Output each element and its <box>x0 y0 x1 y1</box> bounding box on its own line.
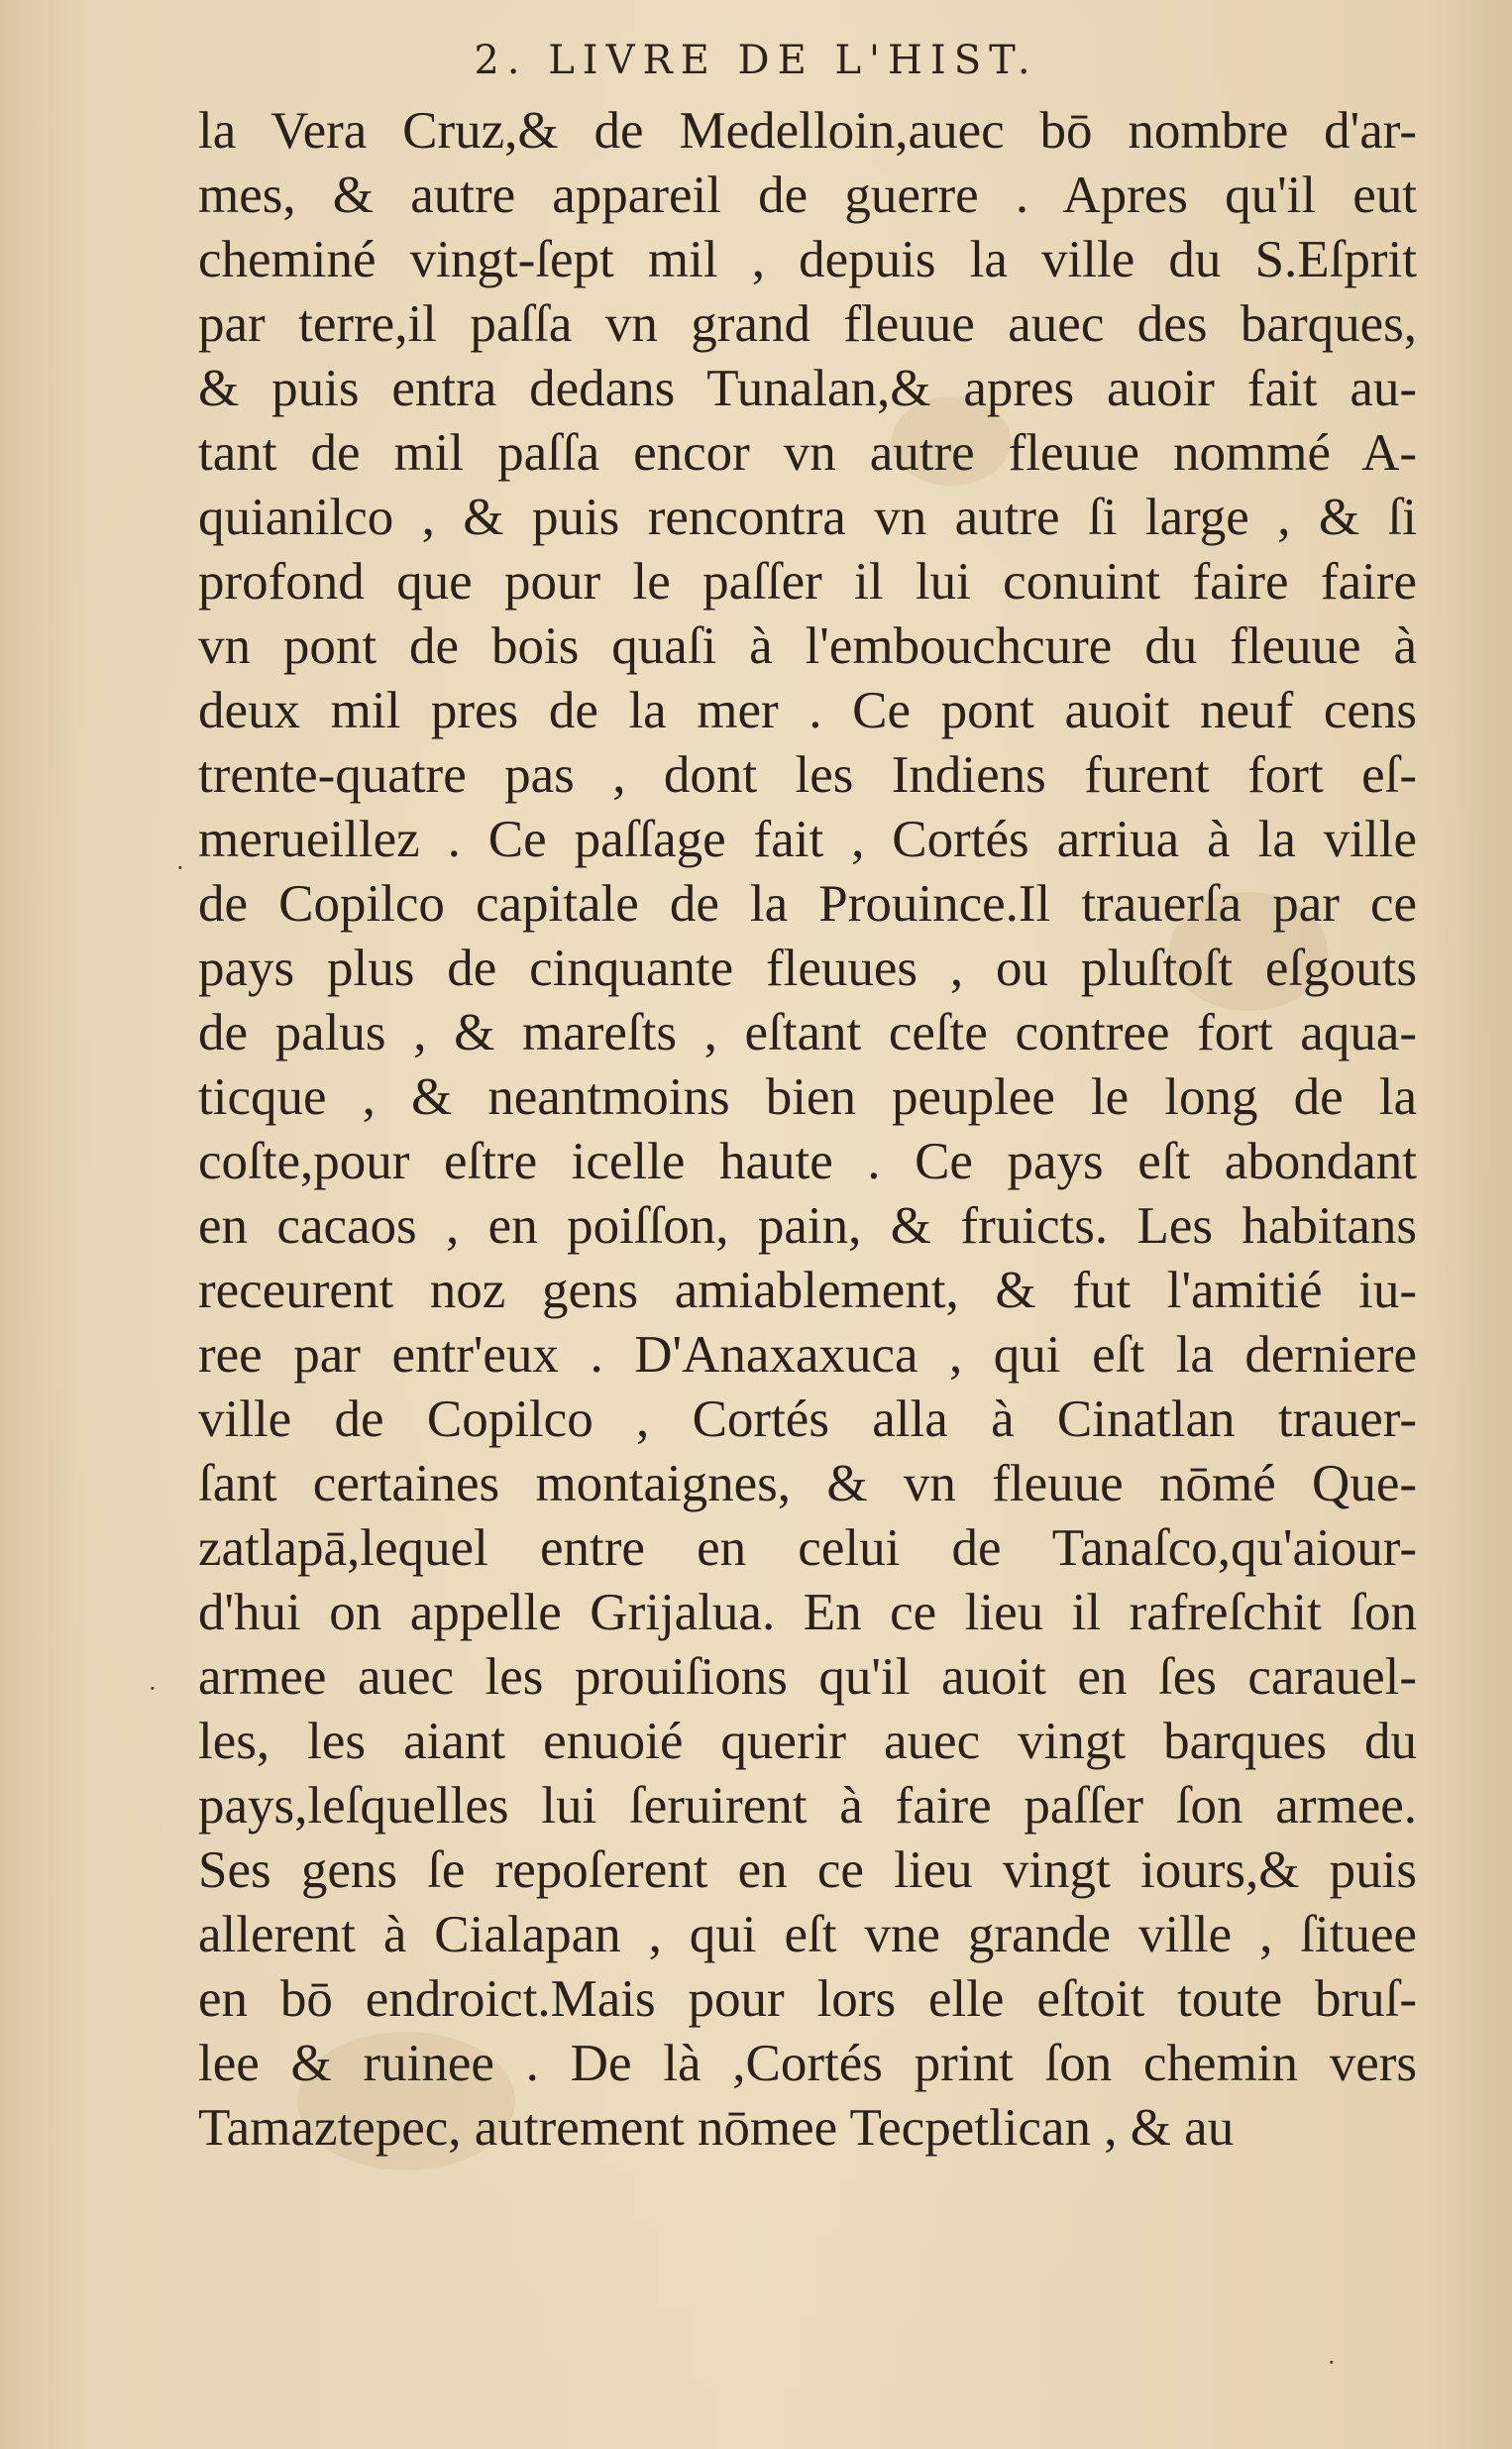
text-line: deux mil pres de la mer . Ce pont auoit neuf cens <box>198 682 1417 739</box>
text-line: de palus , & mareſts , eſtant ceſte contree fort aqua- <box>198 1004 1417 1061</box>
text-line: par terre,il paſſa vn grand fleuue auec des barques, <box>198 295 1417 353</box>
text-line: en cacaos , en poiſſon, pain, & fruicts. Les habitans <box>198 1197 1417 1255</box>
text-line: ſant certaines montaignes, & vn fleuue nōmé Que- <box>198 1455 1417 1512</box>
text-line: armee auec les prouiſions qu'il auoit en ſes carauel- <box>198 1648 1417 1706</box>
text-line: receurent noz gens amiablement, & fut l'amitié iu- <box>198 1262 1417 1319</box>
text-line: la Vera Cruz,& de Medelloin,auec bō nombre d'ar- <box>198 102 1417 160</box>
text-line: vn pont de bois quaſi à l'embouchcure du fleuue à <box>198 617 1417 675</box>
body-text <box>198 99 1417 2161</box>
running-head: 2. LIVRE DE L'HIST. <box>474 38 1038 83</box>
text-line: mes, & autre appareil de guerre . Apres qu'il eut <box>198 167 1417 224</box>
text-line: cheminé vingt-ſept mil , depuis la ville du S.Eſprit <box>198 231 1417 288</box>
text-line: merueillez . Ce paſſage fait , Cortés arriua à la ville <box>198 811 1417 868</box>
text-line: les, les aiant enuoié querir auec vingt barques du <box>198 1713 1417 1770</box>
margin-dot: · <box>149 1675 157 1703</box>
text-line: trente-quatre pas , dont les Indiens furent fort eſ- <box>198 746 1417 804</box>
text-line: tant de mil paſſa encor vn autre fleuue nommé A- <box>198 424 1417 482</box>
text-line: & puis entra dedans Tunalan,& apres auoir fait au- <box>198 360 1417 417</box>
margin-dot: · <box>1328 2349 1336 2377</box>
text-line: pays,leſquelles lui ſeruirent à faire paſſer ſon armee. <box>198 1777 1417 1835</box>
text-line: ticque , & neantmoins bien peuplee le long de la <box>198 1068 1417 1126</box>
text-line: profond que pour le paſſer il lui conuint faire faire <box>198 553 1417 611</box>
text-line: en bō endroict.Mais pour lors elle eſtoit toute bruſ- <box>198 1970 1417 2028</box>
text-line: ville de Copilco , Cortés alla à Cinatlan trauer- <box>198 1391 1417 1448</box>
text-line: Tamaztepec, autrement nōmee Tecpetlican , & au <box>198 2099 1235 2157</box>
text-line: coſte,pour eſtre icelle haute . Ce pays eſt abondant <box>198 1133 1417 1190</box>
margin-dot: · <box>176 854 184 882</box>
text-line: d'hui on appelle Grijalua. En ce lieu il rafreſchit ſon <box>198 1584 1417 1641</box>
text-line: lee & ruinee . De là ,Cortés print ſon chemin vers <box>198 2035 1417 2092</box>
text-line: allerent à Cialapan , qui eſt vne grande ville , ſituee <box>198 1906 1417 1963</box>
text-line: ree par entr'eux . D'Anaxaxuca , qui eſt la derniere <box>198 1326 1417 1384</box>
text-line: quianilco , & puis rencontra vn autre ſi large , & ſi <box>198 489 1417 546</box>
text-line: de Copilco capitale de la Prouince.Il trauerſa par ce <box>198 875 1417 933</box>
text-line: pays plus de cinquante fleuues , ou pluſtoſt eſgouts <box>198 940 1417 997</box>
text-line: Ses gens ſe repoſerent en ce lieu vingt iours,& puis <box>198 1841 1417 1899</box>
text-line: zatlapā,lequel entre en celui de Tanaſco,qu'aiour- <box>198 1519 1417 1577</box>
